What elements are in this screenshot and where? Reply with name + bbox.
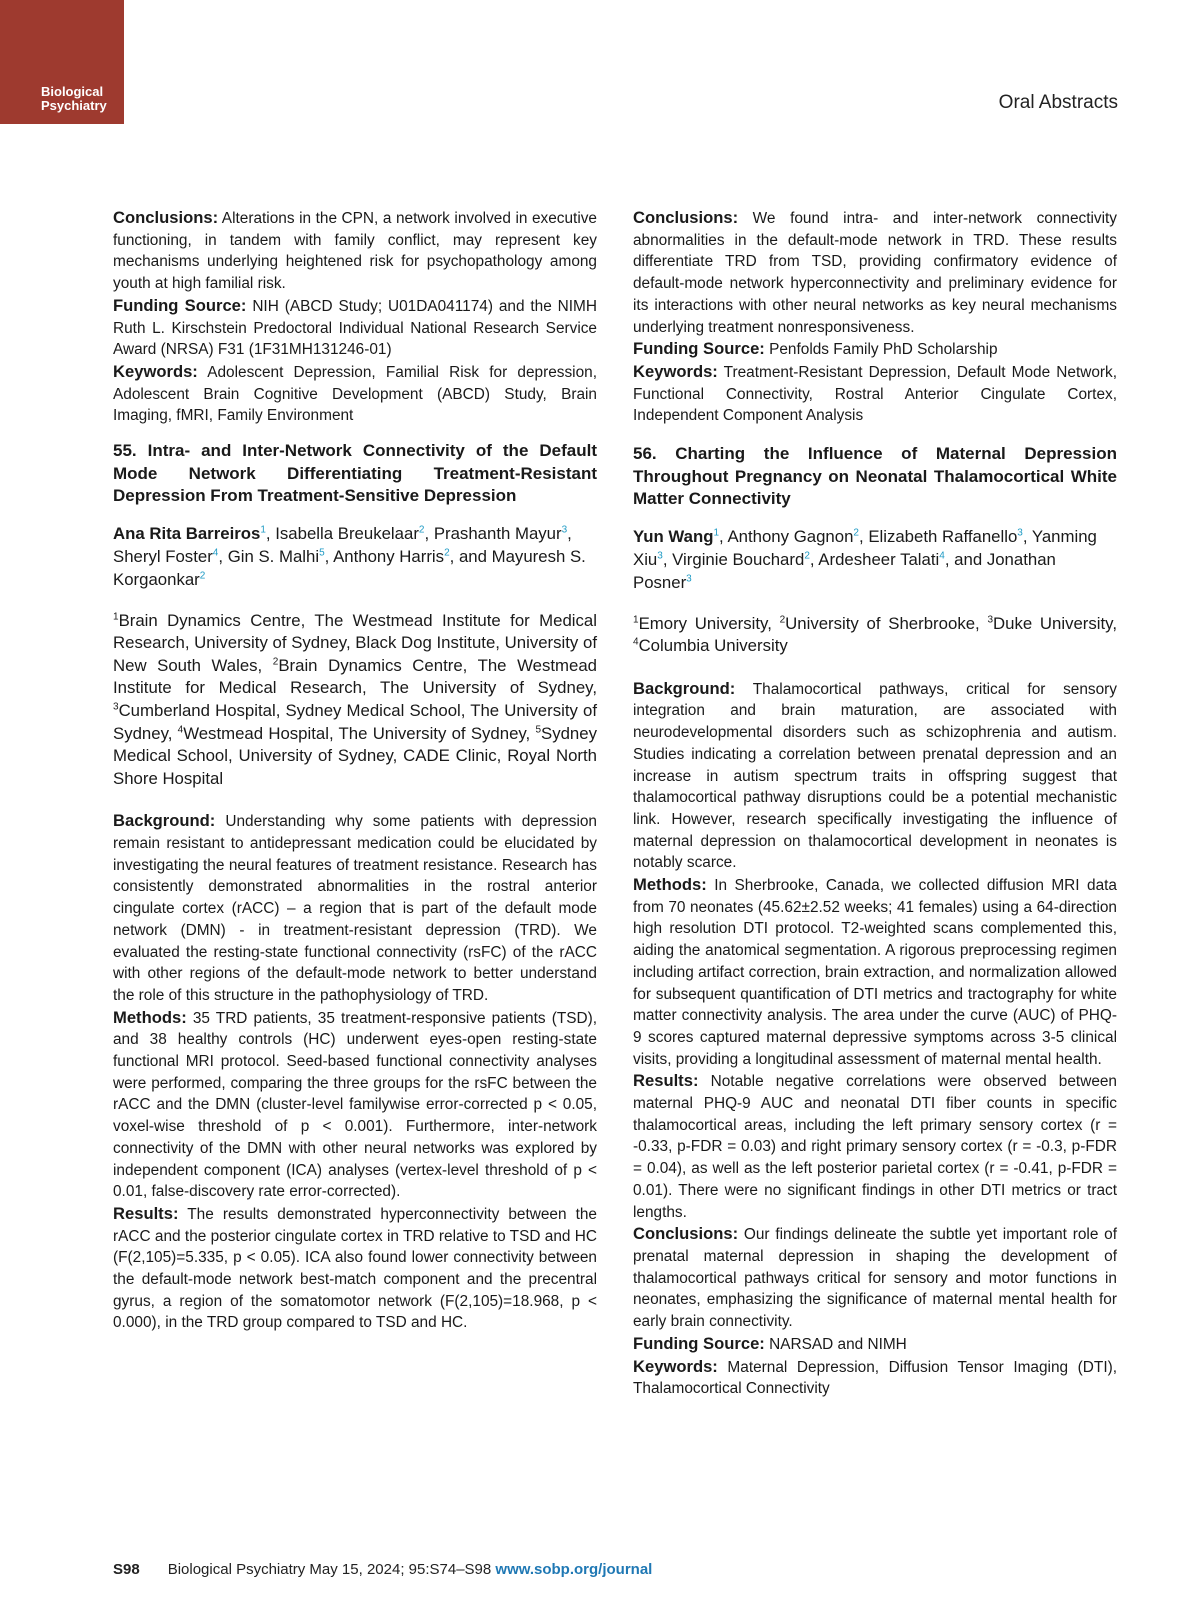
affiliation-text: Brain Dynamics Centre, The Westmead Institute for Medical Research, University of Sydney, Black Dog Institute, University of New South Wales, — [113, 610, 597, 675]
affiliation-marker: 3 — [113, 701, 119, 713]
author-name: Virginie Bouchard — [672, 549, 805, 569]
abstract-56-background — [633, 678, 1117, 874]
abstract-56-methods — [633, 874, 1117, 1070]
author-affiliation-marker[interactable]: 2 — [418, 523, 425, 535]
left-column — [113, 207, 597, 1334]
affiliation-marker: 1 — [633, 613, 639, 625]
affiliation-text: Emory University, — [638, 613, 780, 633]
paragraph-text: Our findings delineate the subtle yet important role of prenatal maternal depression in shaping the development of thalamocortical pathways critical for sensory and motor functions in neonates, emphasizing the significance of maternal mental health for early brain connectivity. — [633, 1226, 1117, 1331]
author-affiliation-marker[interactable]: 3 — [561, 523, 568, 535]
author-affiliation-marker[interactable]: 4 — [939, 549, 945, 561]
paragraph-text: Maternal Depression, Diffusion Tensor Imaging (DTI), Thalamocortical Connectivity — [633, 1358, 1117, 1398]
section-label: Results: — [633, 1071, 699, 1091]
author-name: Anthony Harris — [333, 546, 445, 566]
abstract-55-conclusions — [633, 207, 1117, 338]
author-affiliation-marker[interactable]: 1 — [713, 526, 720, 538]
paragraph-text: Adolescent Depression, Familial Risk for depression, Adolescent Brain Cognitive Development (ABCD) Study, Brain Imaging, fMRI, Family Environment — [113, 363, 597, 425]
paragraph-text: 35 TRD patients, 35 treatment-responsive patients (TSD), and 38 healthy controls (HC) underwent eyes-open resting-state functional MRI protocol. Seed-based functional connectivity analyses were performed, comparing the three groups for the rsFC between the rACC and the DMN (cluster-level familywise error-corrected p < 0.05, voxel-wise threshold of p < 0.001). Furthermore, inter-network connectivity of the DMN with other neural networks was explored by independent component (ICA) analyses (vertex-level threshold of p < 0.01, false-discovery rate error-corrected). — [113, 1009, 597, 1201]
abstract-56-title: 56. Charting the Influence of Maternal Depression Throughout Pregnancy on Neonatal Thalamocortical White Matter Connectivity — [633, 444, 1117, 509]
logo-line-2: Psychiatry — [41, 98, 107, 113]
author-separator: , — [424, 523, 434, 543]
left-funding — [113, 295, 597, 361]
affiliation-text: Sydney Medical School, University of Sydney, CADE Clinic, Royal North Shore Hospital — [113, 723, 597, 788]
abstract-55-methods — [113, 1007, 597, 1203]
section-label: Keywords: — [633, 361, 718, 381]
page-footer — [113, 1561, 652, 1578]
right-column — [633, 207, 1117, 1400]
author-affiliation-marker[interactable]: 3 — [657, 549, 663, 561]
section-label: Results: — [113, 1203, 179, 1223]
abstract-55-funding — [633, 338, 1117, 361]
section-label: Conclusions: — [113, 208, 219, 227]
affiliation-marker: 3 — [987, 613, 993, 625]
author-name: Ardesheer Talati — [818, 549, 940, 569]
section-title: Oral Abstracts — [998, 92, 1118, 113]
author-separator: , — [567, 523, 572, 543]
author-name: Anthony Gagnon — [727, 526, 854, 546]
author-name: Elizabeth Raffanello — [868, 526, 1018, 546]
section-label: Keywords: — [633, 1356, 718, 1376]
affiliation-marker: 2 — [779, 613, 786, 625]
author-affiliation-marker[interactable]: 2 — [444, 546, 450, 558]
section-label: Funding Source: — [633, 339, 765, 359]
paragraph-text: Thalamocortical pathways, critical for sensory integration and brain maturation, are associated with neurodevelopmental disorders such as schizophrenia and autism. Studies indicating a correlation between prenatal depression and an increase in autism spectrum traits in offspring suggest that thalamocortical pathway disruptions could be a potential mechanistic link. However, research specifically investigating the influence of maternal depression on thalamocortical development in neonates is notably scarce. — [633, 680, 1117, 872]
paragraph-text: NARSAD and NIMH — [764, 1335, 907, 1353]
paragraph-text: We found intra- and inter-network connectivity abnormalities in the default-mode network in TRD. These results differentiate TRD from TSD, providing confirmatory evidence of default-mode network hyperconnectivity and preliminary evidence for its interactions with other neural networks as key neural mechanisms underlying treatment nonresponsiveness. — [633, 210, 1117, 336]
abstract-56-conclusions — [633, 1223, 1117, 1333]
section-label: Background: — [633, 678, 736, 698]
author-name: Jonathan Posner — [633, 549, 1056, 592]
abstract-55-authors — [113, 522, 597, 591]
author-separator: , and — [449, 546, 492, 566]
author-separator: , — [662, 549, 673, 569]
abstract-55-background — [113, 810, 597, 1006]
paragraph-text: Alterations in the CPN, a network involved in executive functioning, in tandem with family conflict, may represent key mechanisms underlying heightened risk for psychopathology among youth at high familial risk. — [113, 210, 597, 293]
affiliation-text: Cumberland Hospital, Sydney Medical School, The University of Sydney, — [113, 700, 597, 743]
section-label: Funding Source: — [633, 1333, 765, 1353]
affiliation-marker: 4 — [177, 723, 184, 735]
author-name: Sheryl Foster — [113, 546, 213, 566]
affiliation-marker: 1 — [113, 610, 119, 622]
journal-logo-text — [41, 85, 107, 113]
journal-logo — [0, 0, 124, 124]
page-number: S98 — [113, 1561, 140, 1578]
author-separator: , — [719, 526, 728, 546]
author-separator: , — [324, 546, 334, 566]
section-label: Methods: — [633, 875, 707, 895]
author-separator: , — [265, 523, 276, 543]
citation: Biological Psychiatry May 15, 2024; 95:S74–S98 — [167, 1561, 496, 1578]
author-separator: , — [1022, 526, 1032, 546]
affiliation-text: Duke University, — [993, 613, 1117, 633]
author-name: Yun Wang — [633, 526, 714, 546]
author-affiliation-marker[interactable]: 1 — [260, 523, 266, 535]
paragraph-text: In Sherbrooke, Canada, we collected diffusion MRI data from 70 neonates (45.62±2.52 weeks; 41 females) using a 64-direction high resolution DTI protocol. T2-weighted scans complemented this, aiding the anatomical segmentation. A rigorous preprocessing regimen including artifact correction, brain extraction, and normalization allowed for subsequent quantification of DTI metrics and tractography for white matter connectivity analysis. The area under the curve (AUC) of PHQ-9 scores captured maternal depressive symptoms across 3-5 clinical visits, providing a longitudinal assessment of maternal mental health. — [633, 877, 1117, 1068]
abstract-55-keywords — [633, 361, 1117, 427]
left-conclusions — [113, 207, 597, 295]
author-affiliation-marker[interactable]: 3 — [1017, 526, 1023, 538]
section-label: Conclusions: — [633, 208, 739, 227]
author-affiliation-marker[interactable]: 5 — [319, 546, 325, 558]
abstract-56-funding — [633, 1333, 1117, 1356]
abstract-56-affiliations — [633, 613, 1117, 658]
author-affiliation-marker[interactable]: 2 — [199, 569, 206, 581]
author-separator: , and — [944, 549, 987, 569]
author-affiliation-marker[interactable]: 2 — [804, 549, 810, 561]
abstract-55-title: 55. Intra- and Inter-Network Connectivity of the Default Mode Network Differentiating Treatment-Resistant Depression From Treatment-Sensitive Depression — [113, 441, 597, 506]
author-name: Mayuresh S. Korgaonkar — [113, 546, 586, 589]
affiliation-marker: 2 — [272, 656, 279, 668]
affiliation-text: University of Sherbrooke, — [785, 613, 988, 633]
author-name: Ana Rita Barreiros — [113, 523, 261, 543]
author-separator: , — [809, 549, 819, 569]
section-label: Funding Source: — [113, 295, 247, 315]
author-separator: , — [858, 526, 869, 546]
affiliation-text: Westmead Hospital, The University of Sydney, — [183, 723, 536, 743]
author-name: Isabella Breukelaar — [275, 523, 419, 543]
paragraph-text: NIH (ABCD Study; U01DA041174) and the NIMH Ruth L. Kirschstein Predoctoral Individual National Research Service Award (NRSA) F31 (1F31MH131246-01) — [113, 297, 597, 359]
paragraph-text: Penfolds Family PhD Scholarship — [764, 341, 998, 359]
author-affiliation-marker[interactable]: 2 — [853, 526, 859, 538]
affiliation-marker: 5 — [535, 723, 542, 735]
section-label: Background: — [113, 811, 216, 831]
paragraph-text: The results demonstrated hyperconnectivity between the rACC and the posterior cingulate cortex in TRD relative to TSD and HC (F(2,105)=5.335, p < 0.05). ICA also found lower connectivity between the default-mode network best-match component and the precentral gyrus, a region of the somatomotor network (F(2,105)=18.968, p < 0.000), in the TRD group compared to TSD and HC. — [113, 1205, 597, 1332]
affiliation-text: Columbia University — [638, 636, 788, 656]
journal-link[interactable]: www.sobp.org/journal — [495, 1561, 653, 1578]
abstract-55-results — [113, 1203, 597, 1334]
section-label: Conclusions: — [633, 1224, 739, 1244]
section-label: Keywords: — [113, 361, 198, 381]
author-affiliation-marker[interactable]: 4 — [212, 546, 219, 558]
left-keywords — [113, 361, 597, 427]
abstract-56-authors — [633, 525, 1117, 594]
abstract-55-affiliations — [113, 610, 597, 791]
affiliation-text: Brain Dynamics Centre, The Westmead Institute for Medical Research, The University of Sydney, — [113, 655, 597, 698]
abstract-56-results — [633, 1070, 1117, 1223]
author-name: Gin S. Malhi — [227, 546, 320, 566]
section-label: Methods: — [113, 1007, 187, 1027]
author-separator: , — [218, 546, 228, 566]
paragraph-text: Treatment-Resistant Depression, Default Mode Network, Functional Connectivity, Rostral Anterior Cingulate Cortex, Independent Component Analysis — [633, 363, 1117, 425]
logo-line-1: Biological — [41, 84, 104, 99]
paragraph-text: Notable negative correlations were observed between maternal PHQ-9 AUC and neonatal DTI fiber counts in specific thalamocortical areas, including the left primary sensory cortex (r = -0.33, p-FDR = 0.03) and right primary sensory cortex (r = -0.3, p-FDR = 0.04), as well as the left posterior parietal cortex (r = -0.41, p-FDR = 0.01). There were no significant findings in other DTI metrics or tract lengths. — [633, 1073, 1117, 1221]
author-name: Yanming Xiu — [633, 526, 1097, 569]
paragraph-text: Understanding why some patients with depression remain resistant to antidepressant medication could be elucidated by investigating the neural features of treatment resistance. Research has consistently demonstrated abnormalities in the rostral anterior cingulate cortex (rACC) – a region that is part of the default mode network (DMN) - in treatment-resistant depression (TRD). We evaluated the resting-state functional connectivity (rsFC) of the rACC with other regions of the default-mode network to better understand the role of this structure in the pathophysiology of TRD. — [113, 813, 597, 1004]
author-affiliation-marker[interactable]: 3 — [686, 572, 692, 584]
author-name: Prashanth Mayur — [433, 523, 562, 543]
abstract-56-keywords — [633, 1356, 1117, 1400]
affiliation-marker: 4 — [633, 636, 639, 648]
